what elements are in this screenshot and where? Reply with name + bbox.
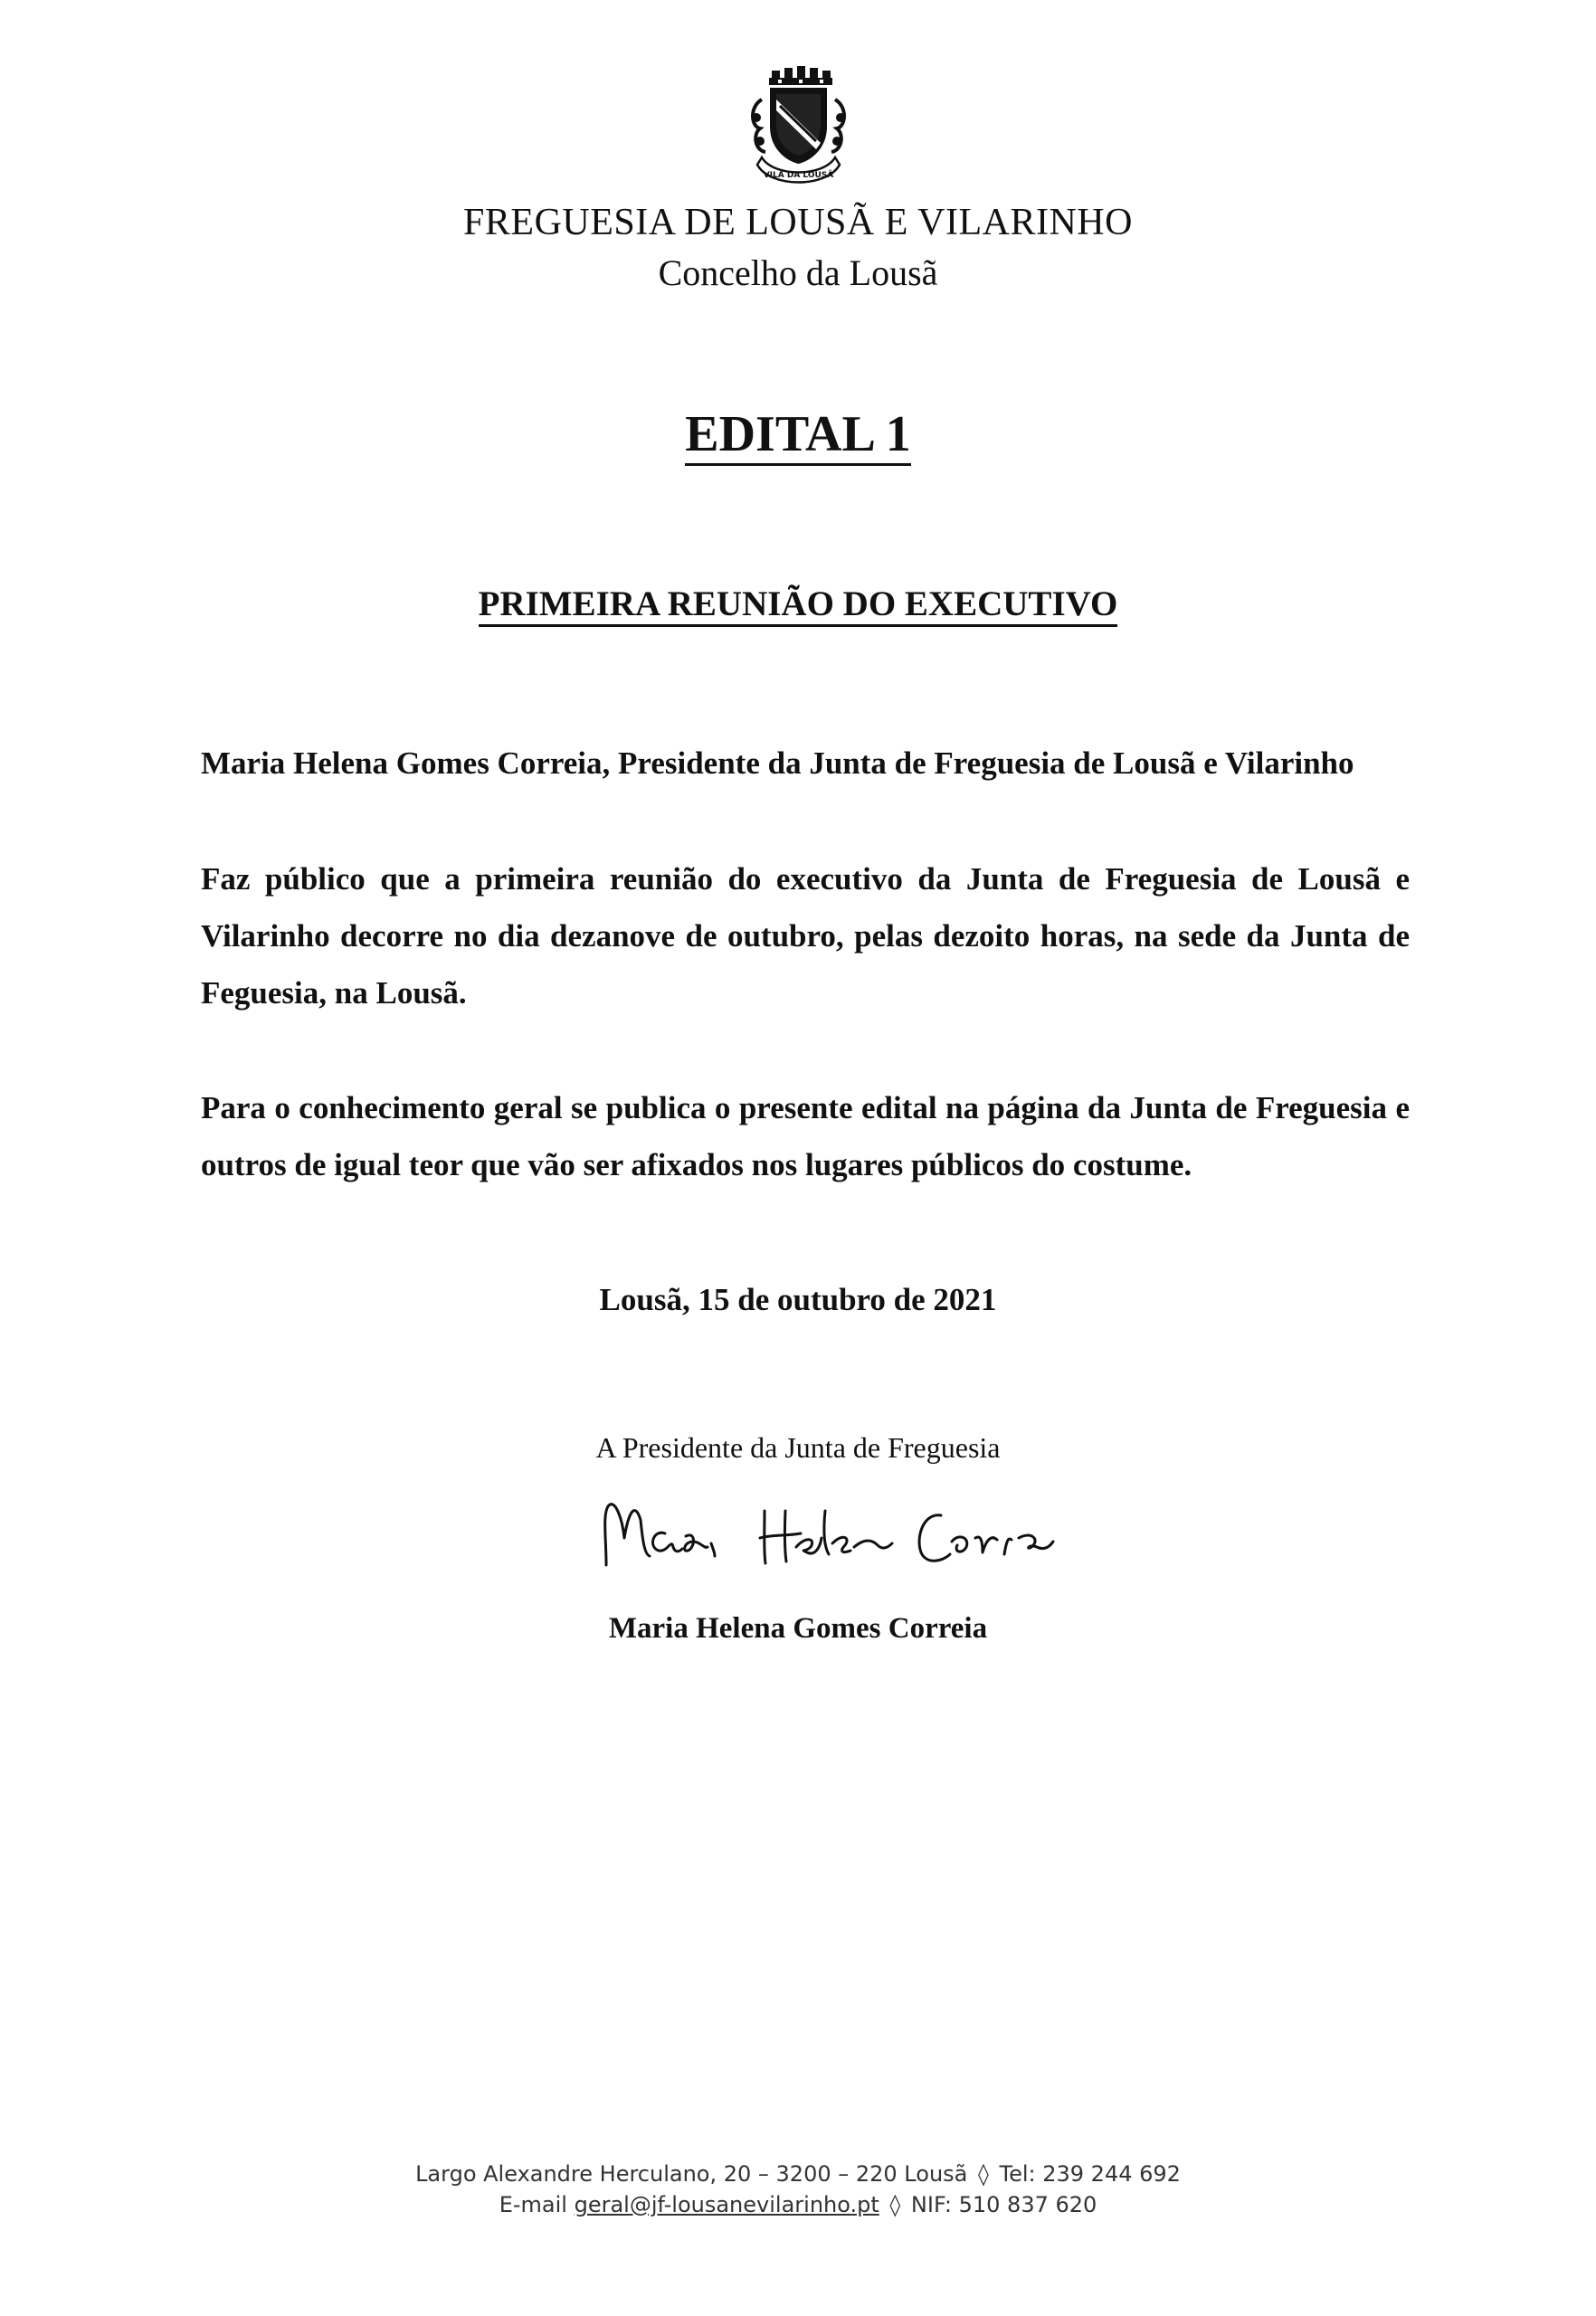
footer-nif: NIF: 510 837 620 [910, 2192, 1097, 2217]
footer-phone: Tel: 239 244 692 [999, 2161, 1181, 2187]
svg-text:VILA DA LOUSÃ: VILA DA LOUSÃ [763, 171, 834, 180]
signatory-role: A Presidente da Junta de Freguesia [595, 1431, 1001, 1464]
document-subtitle-text: PRIMEIRA REUNIÃO DO EXECUTIVO [479, 586, 1118, 627]
footer-address: Largo Alexandre Herculano, 20 – 3200 – 220 Lousã [415, 2161, 968, 2187]
footer-line-2 [0, 2189, 1596, 2220]
date-line: Lousã, 15 de outubro de 2021 [599, 1282, 997, 1317]
intro-paragraph: Maria Helena Gomes Correia, Presidente da Junta de Freguesia de Lousã e Vilarinho [201, 745, 1354, 781]
handwritten-signature [579, 1484, 1122, 1592]
separator-icon: ◊ [889, 2192, 901, 2217]
document-title [0, 405, 1596, 466]
parish-name: FREGUESIA DE LOUSÃ E VILARINHO [463, 202, 1133, 243]
announcement-paragraph: Faz público que a primeira reunião do executivo da Junta de Freguesia de Lousã e Vilarinho decorre no dia dezanove de outubro, pelas dezoito horas, na sede da Junta de Feguesia, na Lousã. [201, 861, 1410, 1011]
publication-paragraph: Para o conhecimento geral se publica o presente edital na página da Junta de Freguesia e outros de igual teor que vão ser afixados nos lugares públicos do costume. [201, 1090, 1410, 1182]
footer-line-1 [0, 2159, 1596, 2189]
footer [0, 2159, 1596, 2220]
municipality-name: Concelho da Lousã [658, 252, 938, 293]
footer-email-link[interactable]: geral@jf-lousanevilarinho.pt [574, 2192, 879, 2217]
coat-of-arms-icon [742, 63, 855, 195]
footer-email-label: E-mail [499, 2192, 567, 2217]
document-title-text: EDITAL 1 [685, 408, 910, 466]
document-subtitle [0, 584, 1596, 627]
separator-icon: ◊ [978, 2161, 989, 2187]
signatory-name: Maria Helena Gomes Correia [608, 1612, 988, 1645]
